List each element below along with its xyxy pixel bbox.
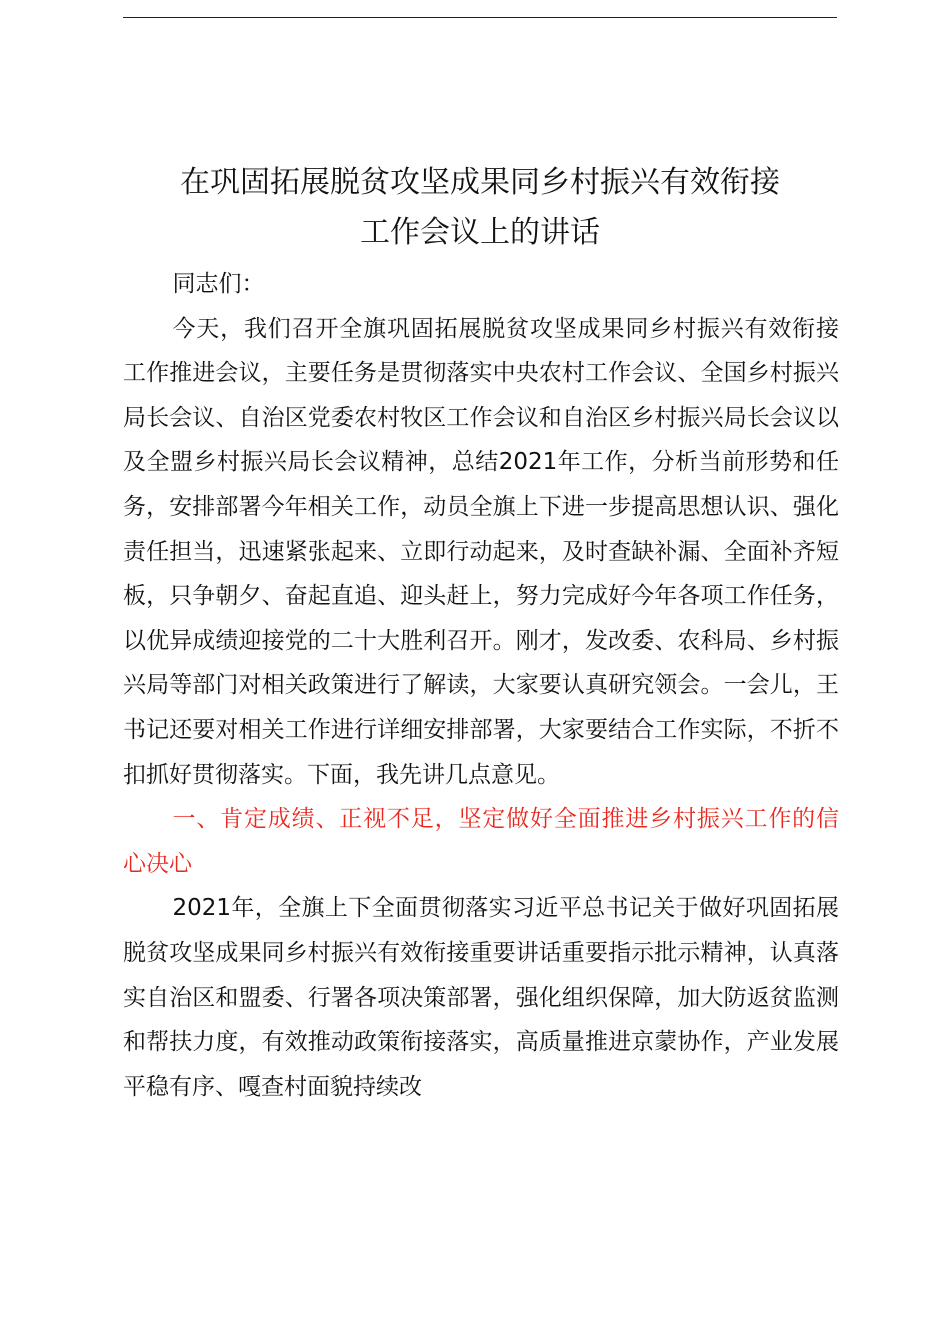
- title-line-2: 工作会议上的讲话: [360, 215, 600, 251]
- section-heading-1: 一、肯定成绩、正视不足，坚定做好全面推进乡村振兴工作的信心决心: [123, 806, 839, 877]
- title-line-1: 在巩固拓展脱贫攻坚成果同乡村振兴有效衔接: [180, 165, 780, 201]
- paragraph-2021-review: 2021年，全旗上下全面贯彻落实习近平总书记关于做好巩固拓展脱贫攻坚成果同乡村振兴有效衔接重要讲话重要指示批示精神，认真落实自治区和盟委、行署各项决策部署，强化组织保障，加大防返贫监测和帮扶力度，有效推动政策衔接落实，高质量推进京蒙协作，产业发展平稳有序、嘎查村面貌持续改: [123, 895, 839, 1100]
- paragraph-intro: 今天，我们召开全旗巩固拓展脱贫攻坚成果同乡村振兴有效衔接工作推进会议，主要任务是贯彻落实中央农村工作会议、全国乡村振兴局长会议、自治区党委农村牧区工作会议和自治区乡村振兴局长会议以及全盟乡村振兴局长会议精神，总结2021年工作，分析当前形势和任务，安排部署今年相关工作，动员全旗上下进一步提高思想认识、强化责任担当，迅速紧张起来、立即行动起来，及时查缺补漏、全面补齐短板，只争朝夕、奋起直追、迎头赶上，努力完成好今年各项工作任务，以优异成绩迎接党的二十大胜利召开。刚才，发改委、农科局、乡村振兴局等部门对相关政策进行了解读，大家要认真研究领会。一会儿，王书记还要对相关工作进行详细安排部署，大家要结合工作实际，不折不扣抓好贯彻落实。下面，我先讲几点意见。: [123, 315, 839, 788]
- salutation: 同志们：: [172, 271, 265, 297]
- document-body: [123, 262, 839, 1109]
- document-title: [100, 158, 860, 258]
- header-rule: [123, 17, 837, 18]
